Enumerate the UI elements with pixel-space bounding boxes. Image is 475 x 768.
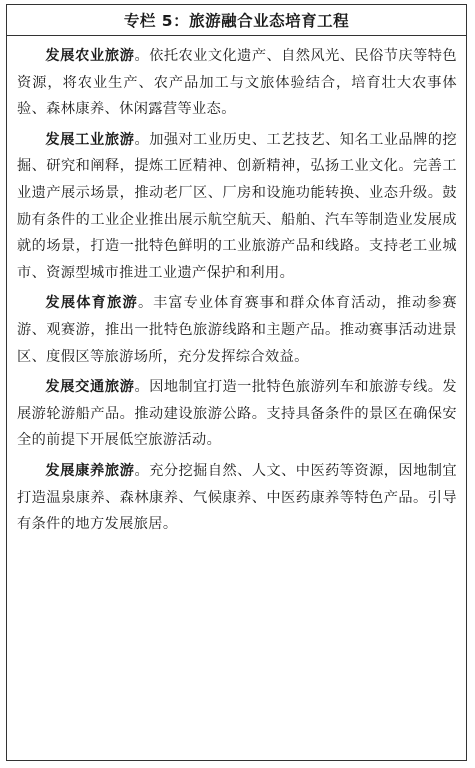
section-agri-tourism <box>17 43 457 123</box>
section-text: 。丰富专业体育赛事和群众体育活动，推动参赛游、观赛游，推出一批特色旅游线路和主题产品。推动赛事活动进景区、度假区等旅游场所，充分发挥综合效益。 <box>17 295 457 365</box>
section-heading: 发展交通旅游 <box>45 379 135 396</box>
section-heading: 发展农业旅游 <box>45 48 135 64</box>
box-content <box>7 36 466 538</box>
section-wellness-tourism <box>17 458 457 538</box>
feature-box <box>6 4 467 761</box>
section-text: 。因地制宜打造一批特色旅游列车和旅游专线。发展游轮游船产品。推动建设旅游公路。支持具备条件的景区在确保安全的前提下开展低空旅游活动。 <box>17 379 457 449</box>
section-transport-tourism <box>17 374 457 454</box>
section-text: 。依托农业文化遗产、自然风光、民俗节庆等特色资源，将农业生产、农产品加工与文旅体验结合，培育壮大农事体验、森林康养、休闲露营等业态。 <box>17 48 457 118</box>
section-heading: 发展体育旅游 <box>45 295 138 312</box>
section-heading: 发展康养旅游 <box>45 462 135 479</box>
section-heading: 发展工业旅游 <box>45 131 135 148</box>
section-sports-tourism <box>17 290 457 370</box>
section-text: 。加强对工业历史、工艺技艺、知名工业品牌的挖掘、研究和阐释，提炼工匠精神、创新精神，弘扬工业文化。完善工业遗产展示场景，推动老厂区、厂房和设施功能转换、业态升级。鼓励有条件的工业企业推出展示航空航天、船舶、汽车等制造业发展成就的场景，打造一批特色鲜明的工业旅游产品和线路。支持老工业城市、资源型城市推进工业遗产保护和利用。 <box>17 131 457 281</box>
box-title: 专栏 5：旅游融合业态培育工程 <box>7 5 466 36</box>
section-industrial-tourism <box>17 127 457 287</box>
section-text: 。充分挖掘自然、人文、中医药等资源，因地制宜打造温泉康养、森林康养、气候康养、中医药康养等特色产品。引导有条件的地方发展旅居。 <box>17 462 457 533</box>
